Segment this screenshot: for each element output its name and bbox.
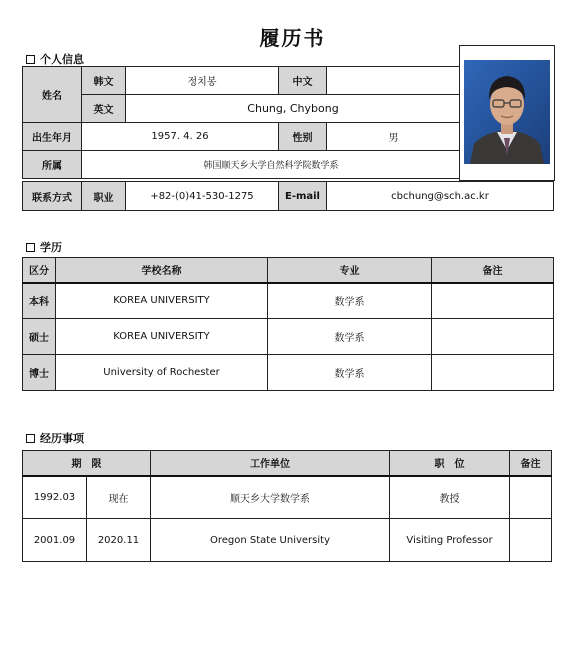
- name-label: 姓名: [23, 67, 82, 123]
- chinese-name-label: 中文: [279, 67, 327, 95]
- edu-school: KOREA UNIVERSITY: [56, 319, 268, 355]
- education-table: [22, 257, 554, 391]
- career-org: Oregon State University: [151, 519, 390, 562]
- education-title: 学历: [40, 241, 62, 254]
- career-note: [510, 519, 552, 562]
- contact-label: 联系方式: [23, 182, 82, 211]
- career-end: 现在: [87, 476, 151, 519]
- career-title: 经历事项: [40, 432, 84, 445]
- square-bullet-icon: [26, 434, 35, 443]
- table-row: [23, 355, 554, 391]
- career-note: [510, 476, 552, 519]
- edu-header-school: 学校名称: [56, 258, 268, 283]
- personal-info-table: [22, 66, 461, 179]
- career-header-position: 职 位: [390, 451, 510, 476]
- career-header-period: 期 限: [23, 451, 151, 476]
- personal-info-title: 个人信息: [40, 53, 84, 66]
- career-table: [22, 450, 552, 562]
- email-value: cbchung@sch.ac.kr: [327, 182, 554, 211]
- phone-value: +82-(0)41-530-1275: [126, 182, 279, 211]
- edu-note: [432, 355, 554, 391]
- career-org: 顺天乡大学数学系: [151, 476, 390, 519]
- career-position: 教授: [390, 476, 510, 519]
- career-header-org: 工作单位: [151, 451, 390, 476]
- square-bullet-icon: [26, 243, 35, 252]
- gender-label: 性别: [279, 123, 327, 151]
- career-end: 2020.11: [87, 519, 151, 562]
- edu-major: 数学系: [268, 319, 432, 355]
- affiliation-label: 所属: [23, 151, 82, 179]
- birth-label: 出生年月: [23, 123, 82, 151]
- career-header-note: 备注: [510, 451, 552, 476]
- document-title: 履历书: [259, 26, 326, 50]
- edu-school: KOREA UNIVERSITY: [56, 283, 268, 319]
- career-start: 2001.09: [23, 519, 87, 562]
- edu-degree: 本科: [23, 283, 56, 319]
- edu-degree: 博士: [23, 355, 56, 391]
- personal-info-heading: [26, 51, 84, 67]
- table-row: [23, 319, 554, 355]
- gender-value: 男: [327, 123, 461, 151]
- table-row: [23, 283, 554, 319]
- affiliation-value: 韩国顺天乡大学自然科学院数学系: [82, 151, 461, 179]
- chinese-name-value: [327, 67, 461, 95]
- edu-school: University of Rochester: [56, 355, 268, 391]
- education-heading: [26, 239, 62, 255]
- contact-table: [22, 181, 554, 211]
- english-name-value: Chung, Chybong: [126, 95, 461, 123]
- photo-frame: [459, 45, 555, 181]
- profile-photo: [464, 60, 550, 164]
- edu-degree: 硕士: [23, 319, 56, 355]
- edu-major: 数学系: [268, 355, 432, 391]
- table-row: [23, 519, 552, 562]
- career-heading: [26, 430, 84, 446]
- edu-header-major: 专业: [268, 258, 432, 283]
- edu-major: 数学系: [268, 283, 432, 319]
- square-bullet-icon: [26, 55, 35, 64]
- edu-header-category: 区分: [23, 258, 56, 283]
- edu-note: [432, 319, 554, 355]
- table-row: [23, 476, 552, 519]
- korean-name-value: 정치봉: [126, 67, 279, 95]
- edu-header-note: 备注: [432, 258, 554, 283]
- career-start: 1992.03: [23, 476, 87, 519]
- edu-note: [432, 283, 554, 319]
- korean-name-label: 韩文: [82, 67, 126, 95]
- job-label: 职业: [82, 182, 126, 211]
- birth-value: 1957. 4. 26: [82, 123, 279, 151]
- career-position: Visiting Professor: [390, 519, 510, 562]
- english-name-label: 英文: [82, 95, 126, 123]
- email-label: E-mail: [279, 182, 327, 211]
